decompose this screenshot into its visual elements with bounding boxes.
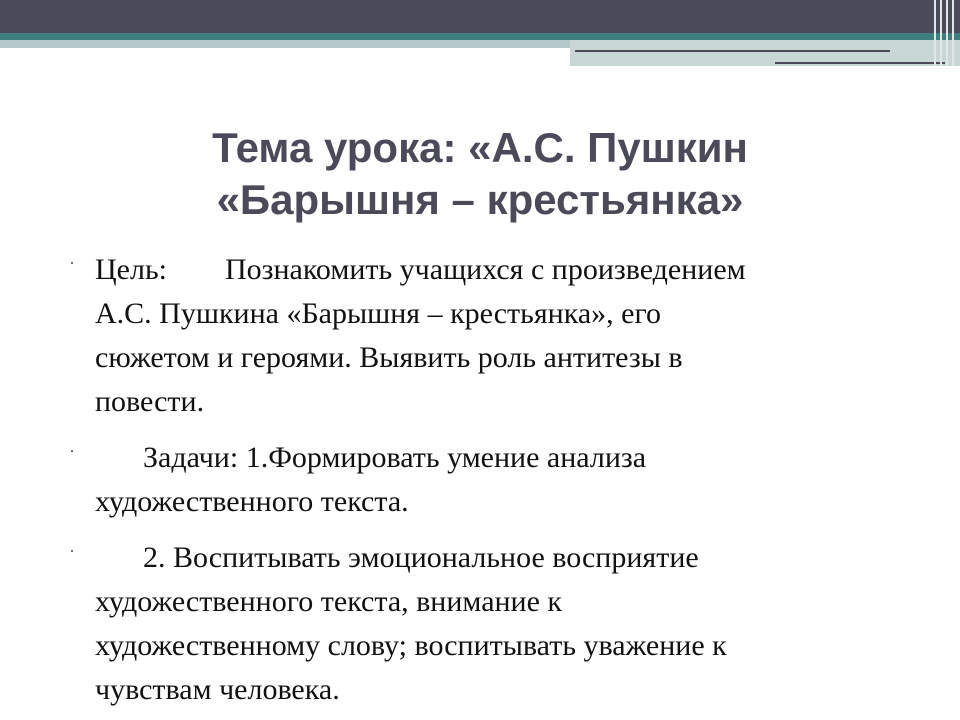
bullet-item-tasks	[69, 436, 915, 524]
goal-text-1: Познакомить учащихся с произведением	[224, 253, 746, 286]
bullet-dot-icon: ·	[69, 541, 75, 561]
header-rule-lower	[775, 62, 945, 64]
bullet-dot-icon: ·	[69, 253, 75, 273]
goal-line-2: А.С. Пушкина «Барышня – крестьянка», его	[95, 297, 662, 330]
task2-line-2: художественного текста, внимание к	[95, 585, 563, 618]
bullet-item-task-2	[69, 536, 915, 712]
task2-line-3: художественному слову; воспитывать уважение к	[95, 629, 727, 662]
tasks-line-1	[95, 436, 915, 480]
header-rule-upper	[575, 50, 890, 52]
bullet-dot-icon: ·	[69, 441, 75, 461]
slide-title-line-2: «Барышня – крестьянка»	[216, 176, 744, 223]
goal-label: Цель:	[95, 253, 167, 286]
header-band-teal	[0, 33, 960, 40]
tasks-line-2: художественного текста.	[95, 485, 409, 518]
task2-line-4: чувствам человека.	[95, 673, 340, 706]
tasks-text-1: Задачи: 1.Формировать умение анализа	[143, 441, 647, 474]
task2-line-1	[95, 536, 915, 580]
header-band-light	[0, 40, 570, 48]
slide-title-line-1: Тема урока: «А.С. Пушкин	[212, 124, 748, 171]
header-band-dark	[0, 0, 960, 33]
slide-body	[69, 248, 915, 720]
task2-text-1: 2. Воспитывать эмоциональное восприятие	[143, 541, 699, 574]
slide-title	[60, 122, 900, 226]
goal-line-1	[95, 248, 915, 292]
header-vertical-stripes	[930, 0, 960, 66]
goal-line-3: сюжетом и героями. Выявить роль антитезы в	[95, 341, 683, 374]
goal-line-4: повести.	[95, 385, 205, 418]
bullet-item-goal	[69, 248, 915, 424]
